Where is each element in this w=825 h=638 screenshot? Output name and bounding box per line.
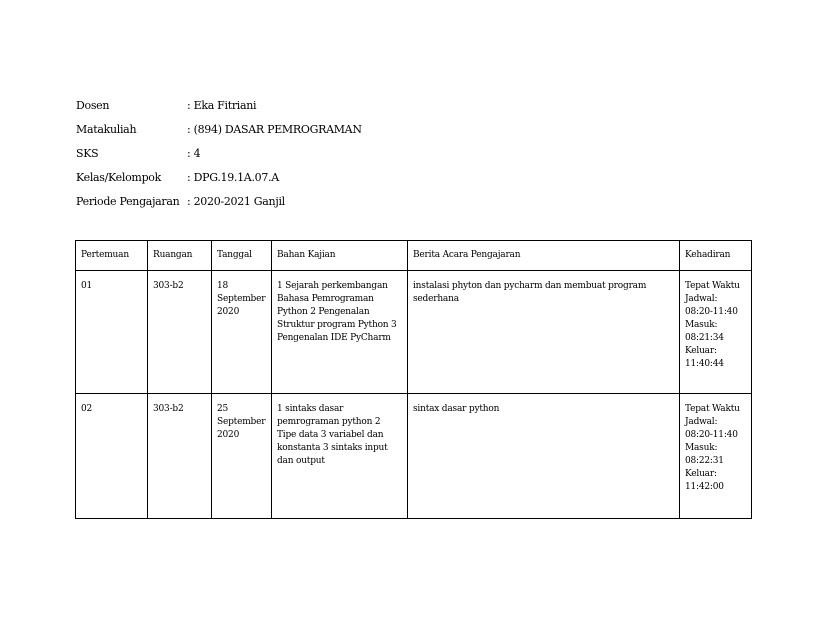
table-row xyxy=(76,271,752,394)
header-pertemuan: Pertemuan xyxy=(76,241,148,271)
sessions-table xyxy=(75,240,752,519)
cell-ruangan: 303-b2 xyxy=(148,394,212,519)
cell-kehadiran xyxy=(680,394,752,519)
cell-pertemuan: 01 xyxy=(76,271,148,394)
header-tanggal: Tanggal xyxy=(212,241,272,271)
header-kehadiran: Kehadiran xyxy=(680,241,752,271)
cell-bahan-kajian: 1 sintaks dasar pemrograman python 2 Tipe data 3 variabel dan konstanta 3 sintaks input dan output xyxy=(272,394,408,519)
cell-tanggal: 18 September 2020 xyxy=(212,271,272,394)
header-ruangan: Ruangan xyxy=(148,241,212,271)
dosen-value: : Eka Fitriani xyxy=(187,99,257,112)
cell-berita-acara: sintax dasar python xyxy=(408,394,680,519)
cell-bahan-kajian: 1 Sejarah perkembangan Bahasa Pemrograman Python 2 Pengenalan Struktur program Python 3 Pengenalan IDE PyCharm xyxy=(272,271,408,394)
sks-label: SKS xyxy=(76,147,99,160)
sks-value: : 4 xyxy=(187,147,201,160)
matakuliah-label: Matakuliah xyxy=(76,123,137,136)
kehadiran-status: Tepat Waktu xyxy=(685,281,740,291)
kehadiran-jadwal: Jadwal: 08:20-11:40 xyxy=(685,417,738,440)
cell-pertemuan: 02 xyxy=(76,394,148,519)
kehadiran-keluar: Keluar: 11:40:44 xyxy=(685,346,724,369)
kehadiran-status: Tepat Waktu xyxy=(685,404,740,414)
periode-label: Periode Pengajaran xyxy=(76,195,180,208)
table-row xyxy=(76,394,752,519)
header-berita-acara: Berita Acara Pengajaran xyxy=(408,241,680,271)
kelas-label: Kelas/Kelompok xyxy=(76,171,161,184)
periode-value: : 2020-2021 Ganjil xyxy=(187,195,285,208)
kehadiran-masuk: Masuk: 08:21:34 xyxy=(685,320,724,343)
matakuliah-value: : (894) DASAR PEMROGRAMAN xyxy=(187,123,362,136)
kehadiran-masuk: Masuk: 08:22:31 xyxy=(685,443,724,466)
kehadiran-keluar: Keluar: 11:42:00 xyxy=(685,469,724,492)
header-bahan-kajian: Bahan Kajian xyxy=(272,241,408,271)
cell-ruangan: 303-b2 xyxy=(148,271,212,394)
kehadiran-jadwal: Jadwal: 08:20-11:40 xyxy=(685,294,738,317)
cell-kehadiran xyxy=(680,271,752,394)
cell-tanggal: 25 September 2020 xyxy=(212,394,272,519)
table-header-row xyxy=(76,241,752,271)
cell-berita-acara: instalasi phyton dan pycharm dan membuat program sederhana xyxy=(408,271,680,394)
kelas-value: : DPG.19.1A.07.A xyxy=(187,171,279,184)
dosen-label: Dosen xyxy=(76,99,110,112)
